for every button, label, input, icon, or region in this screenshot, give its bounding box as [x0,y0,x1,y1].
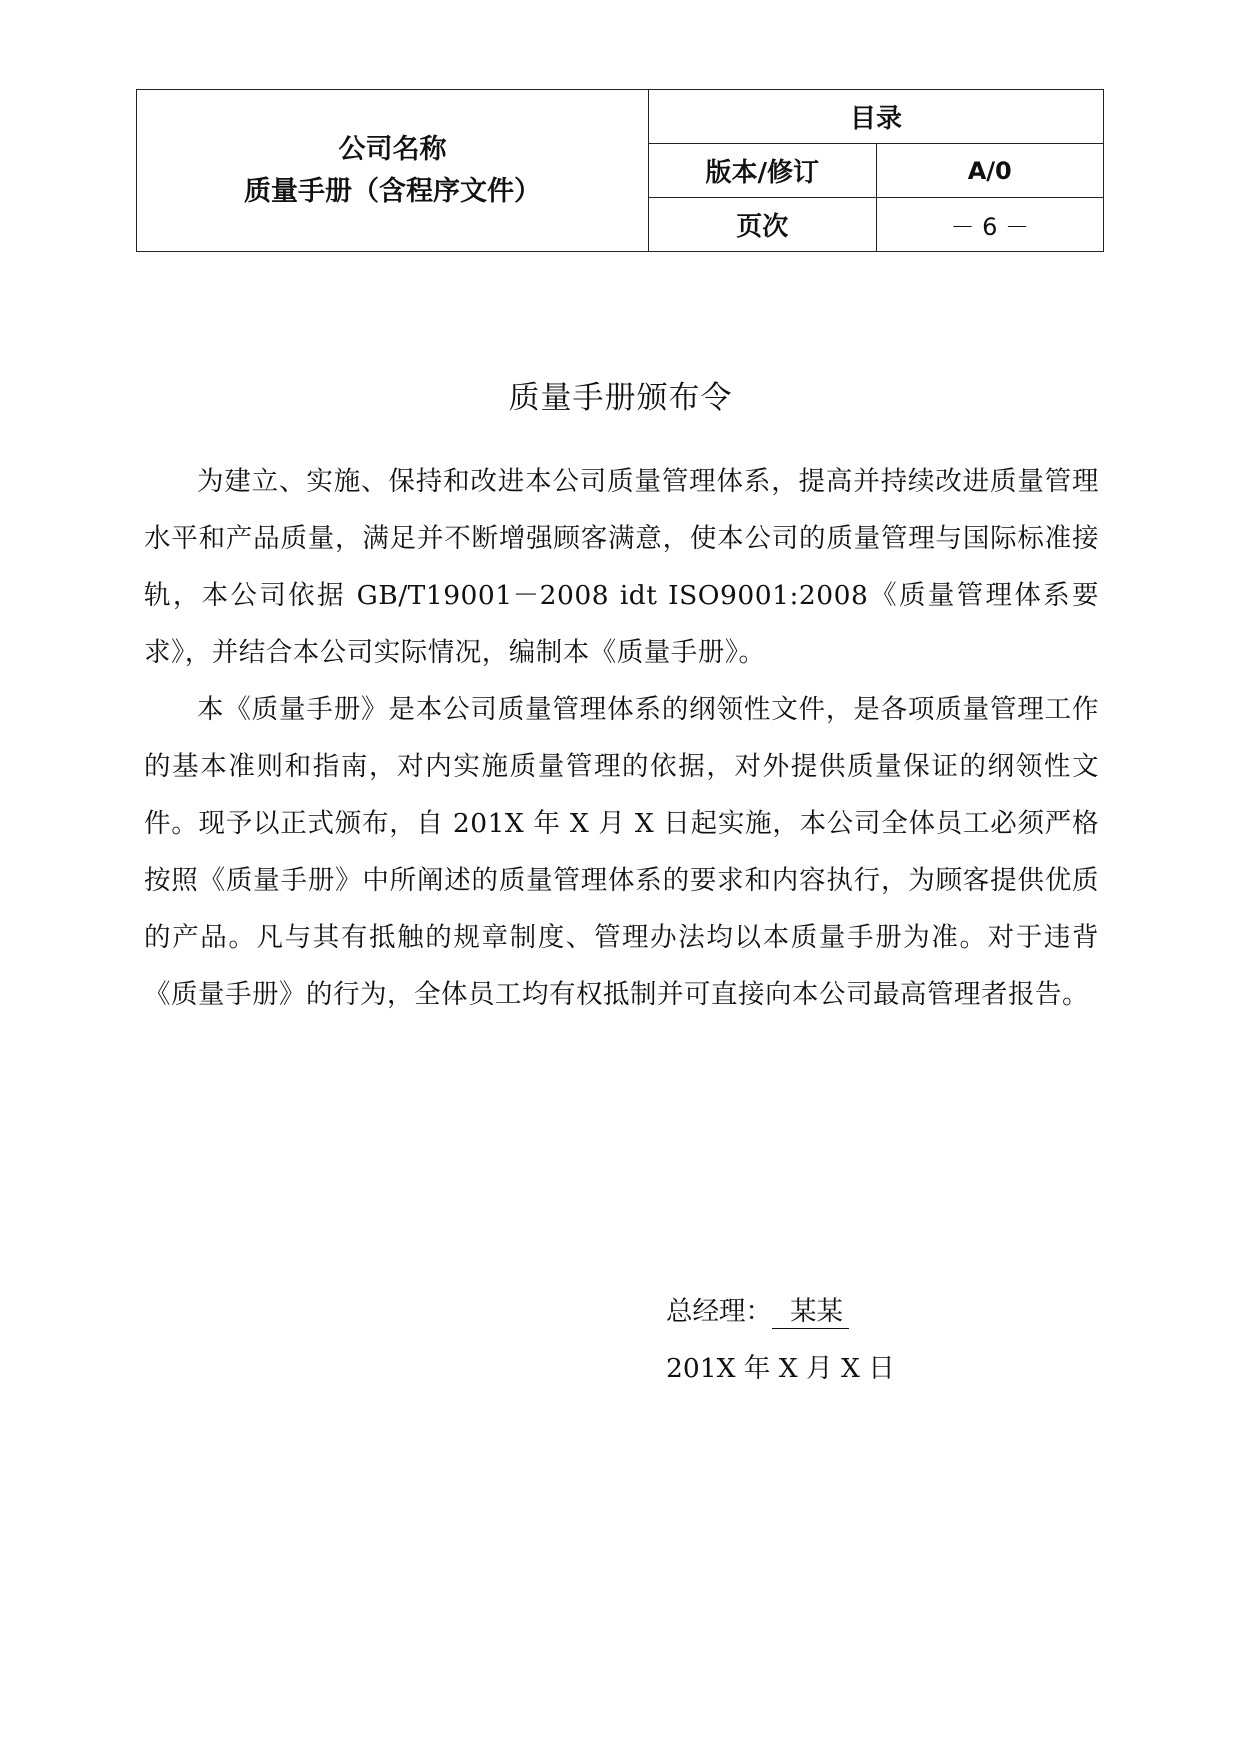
section-label: 目录 [649,90,1104,144]
signer-line [666,1283,895,1340]
page-number: － 6 － [876,198,1104,252]
signature-date: 201X 年 X 月 X 日 [666,1353,895,1384]
page-label: 页次 [649,198,877,252]
document-body [144,453,1099,1023]
company-title-cell [137,90,649,252]
signer-name: 某某 [772,1296,849,1329]
document-title: 质量手册颁布令 [508,380,733,416]
manual-title: 质量手册（含程序文件） [244,175,541,207]
body-paragraph-2: 本《质量手册》是本公司质量管理体系的纲领性文件，是各项质量管理工作的基本准则和指南，对内实施质量管理的依据，对外提供质量保证的纲领性文件。现予以正式颁布，自 201X 年 X 月 X 日起实施，本公司全体员工必须严格按照《质量手册》中所阐述的质量管理体系的要求和内容执行，为顾客提供优质的产品。凡与其有抵触的规章制度、管理办法均以本质量手册为准。对于违背《质量手册》的行为，全体员工均有权抵制并可直接向本公司最高管理者报告。 [144,694,1099,1010]
signer-title: 总经理： [666,1296,772,1327]
version-label: 版本/修订 [649,144,877,198]
company-name: 公司名称 [338,133,447,165]
version-value: A/0 [876,144,1104,198]
body-paragraph-1: 为建立、实施、保持和改进本公司质量管理体系，提高并持续改进质量管理水平和产品质量，满足并不断增强顾客满意，使本公司的质量管理与国际标准接轨，本公司依据 GB/T19001－2008 idt ISO9001:2008《质量管理体系要求》，并结合本公司实际情况，编制本《质量手册》。 [144,466,1099,668]
signature-block [666,1283,895,1397]
document-header-table [136,89,1104,252]
